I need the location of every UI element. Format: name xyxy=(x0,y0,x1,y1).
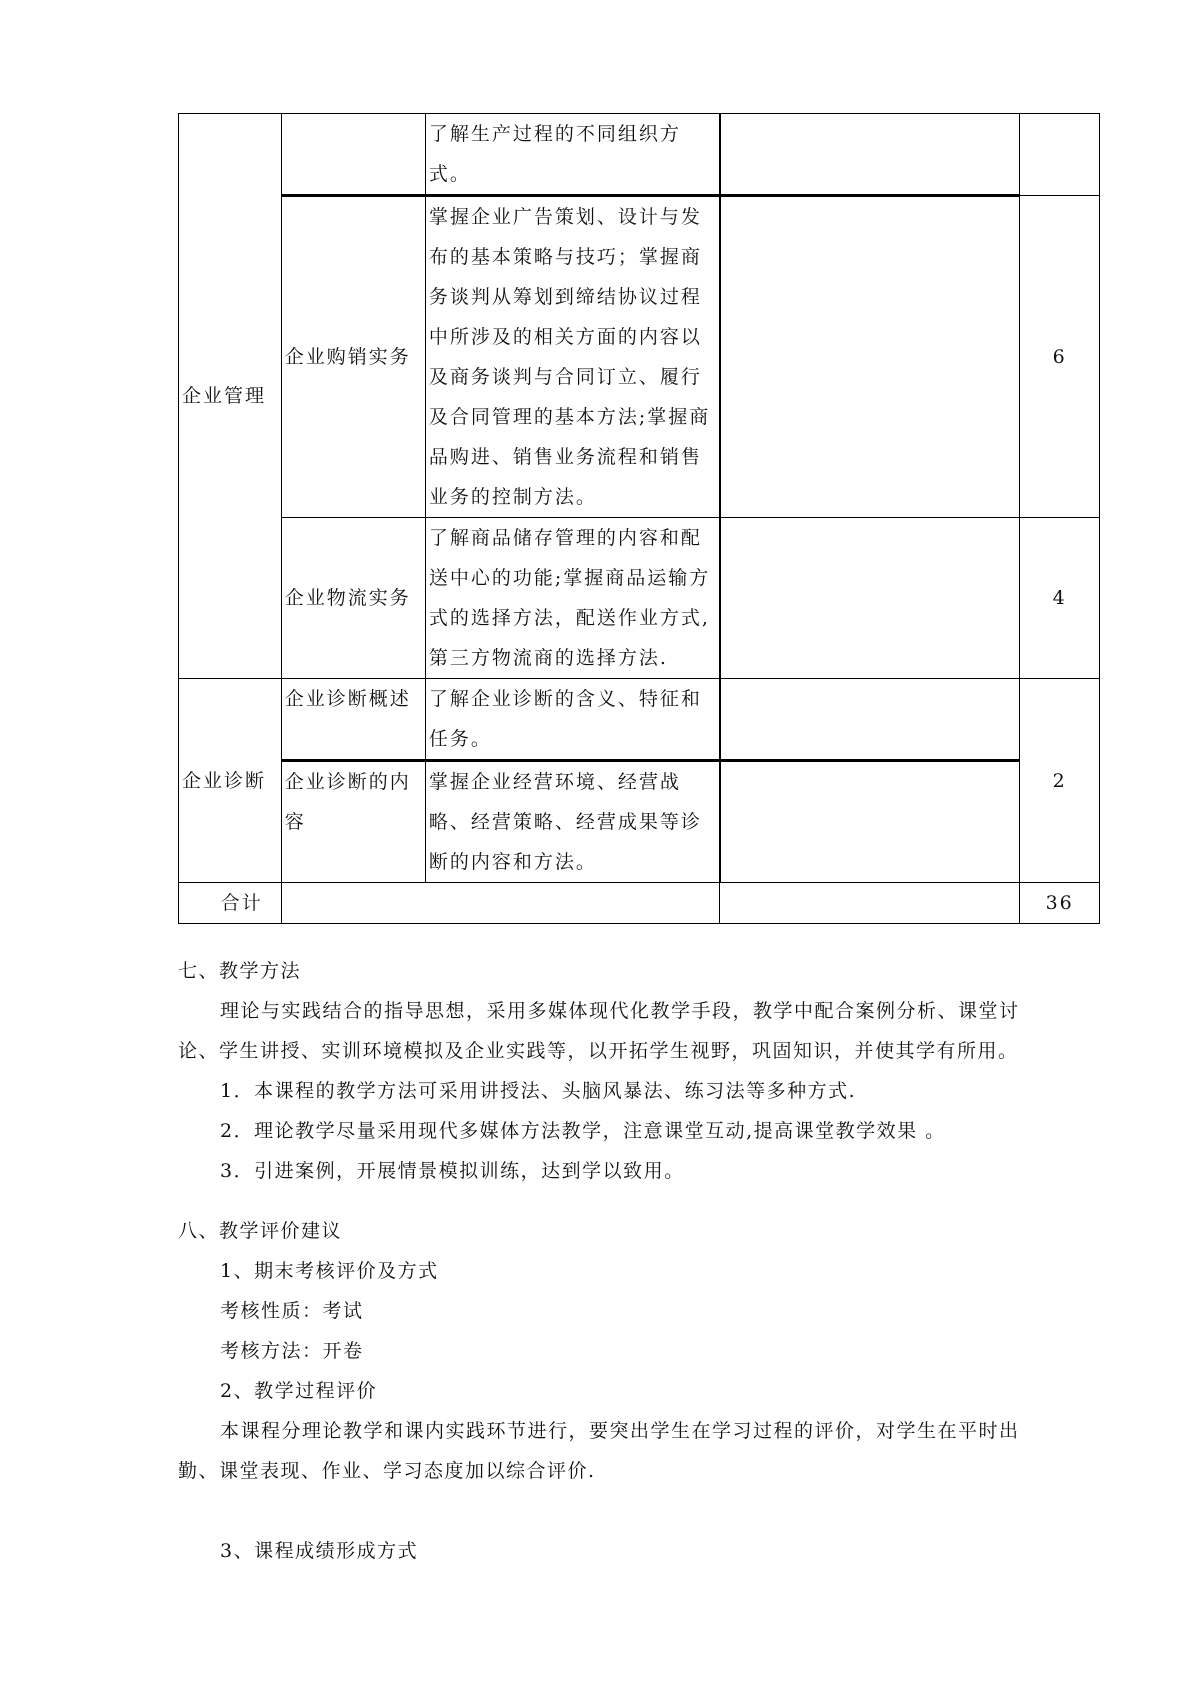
content-cell xyxy=(425,679,719,761)
table-row xyxy=(179,679,1100,761)
content-cell xyxy=(425,518,719,679)
content-cell xyxy=(425,114,719,196)
list-item: 1．本课程的教学方法可采用讲授法、头脑风暴法、练习法等多种方式. xyxy=(220,1080,857,1102)
content-text: 了解商品储存管理的内容和配送中心的功能;掌握商品运输方式的选择方法，配送作业方式,第三方物流商的选择方法. xyxy=(428,527,711,669)
remark-cell xyxy=(720,761,1020,883)
list-item: 3．引进案例，开展情景模拟训练，达到学以致用。 xyxy=(220,1160,685,1182)
list-item: 2．理论教学尽量采用现代多媒体方法教学，注意课堂互动,提高课堂教学效果 。 xyxy=(220,1120,946,1142)
hours-cell xyxy=(1020,679,1100,883)
unit-label: 企业物流实务 xyxy=(284,587,411,609)
unit-cell xyxy=(281,114,425,196)
module-cell xyxy=(179,114,282,679)
total-hours: 36 xyxy=(1045,892,1074,914)
paragraph: 理论与实践结合的指导思想，采用多媒体现代化教学手段，教学中配合案例分析、课堂讨论、学生讲授、实训环境模拟及企业实践等，以开拓学生视野，巩固知识，并使其学有所用。 xyxy=(178,1000,1020,1062)
remark-cell xyxy=(720,518,1020,679)
section-heading: 七、教学方法 xyxy=(178,960,302,982)
remark-cell xyxy=(720,114,1020,196)
table-row xyxy=(179,761,1100,883)
table-row xyxy=(179,518,1100,679)
paragraph: 考核方法：开卷 xyxy=(220,1340,364,1362)
unit-cell xyxy=(281,761,425,883)
remark-cell xyxy=(720,883,1020,924)
content-text: 了解生产过程的不同组织方式。 xyxy=(428,123,681,185)
unit-label: 企业诊断的内容 xyxy=(284,771,411,833)
table-row-total xyxy=(179,883,1100,924)
remark-cell xyxy=(720,679,1020,761)
subheading: 3、课程成绩形成方式 xyxy=(220,1540,419,1562)
unit-cell xyxy=(281,518,425,679)
unit-label: 企业购销实务 xyxy=(284,346,411,368)
table-row xyxy=(179,114,1100,196)
hours-cell xyxy=(1020,518,1100,679)
section-heading: 八、教学评价建议 xyxy=(178,1220,343,1242)
module-cell xyxy=(179,679,282,883)
module-label: 企业管理 xyxy=(182,385,267,407)
hours-value: 6 xyxy=(1052,345,1067,368)
total-label-cell xyxy=(179,883,282,924)
content-text: 掌握企业经营环境、经营战略、经营策略、经营成果等诊断的内容和方法。 xyxy=(428,771,702,873)
content-cell xyxy=(425,761,719,883)
content-text: 掌握企业广告策划、设计与发布的基本策略与技巧；掌握商务谈判从筹划到缔结协议过程中所涉及的相关方面的内容以及商务谈判与合同订立、履行及合同管理的基本方法;掌握商品购进、销售业务流程和销售业务的控制方法。 xyxy=(428,206,711,508)
hours-value: 4 xyxy=(1052,587,1067,609)
total-empty-cell xyxy=(281,883,719,924)
paragraph: 本课程分理论教学和课内实践环节进行，要突出学生在学习过程的评价，对学生在平时出勤、课堂表现、作业、学习态度加以综合评价. xyxy=(178,1420,1020,1482)
hours-cell xyxy=(1020,114,1100,196)
content-cell xyxy=(425,196,719,518)
module-label: 企业诊断 xyxy=(182,769,267,792)
unit-cell xyxy=(281,196,425,518)
total-label: 合计 xyxy=(220,892,263,914)
course-content-table xyxy=(178,113,1100,924)
table-row xyxy=(179,196,1100,518)
total-hours-cell xyxy=(1020,883,1100,924)
subheading: 1、期末考核评价及方式 xyxy=(220,1260,439,1282)
hours-cell xyxy=(1020,196,1100,518)
unit-cell xyxy=(281,679,425,761)
hours-value: 2 xyxy=(1052,769,1067,792)
content-text: 了解企业诊断的含义、特征和任务。 xyxy=(428,688,702,750)
unit-label: 企业诊断概述 xyxy=(284,688,411,710)
remark-cell xyxy=(720,196,1020,518)
paragraph: 考核性质：考试 xyxy=(220,1300,364,1322)
subheading: 2、教学过程评价 xyxy=(220,1380,378,1402)
